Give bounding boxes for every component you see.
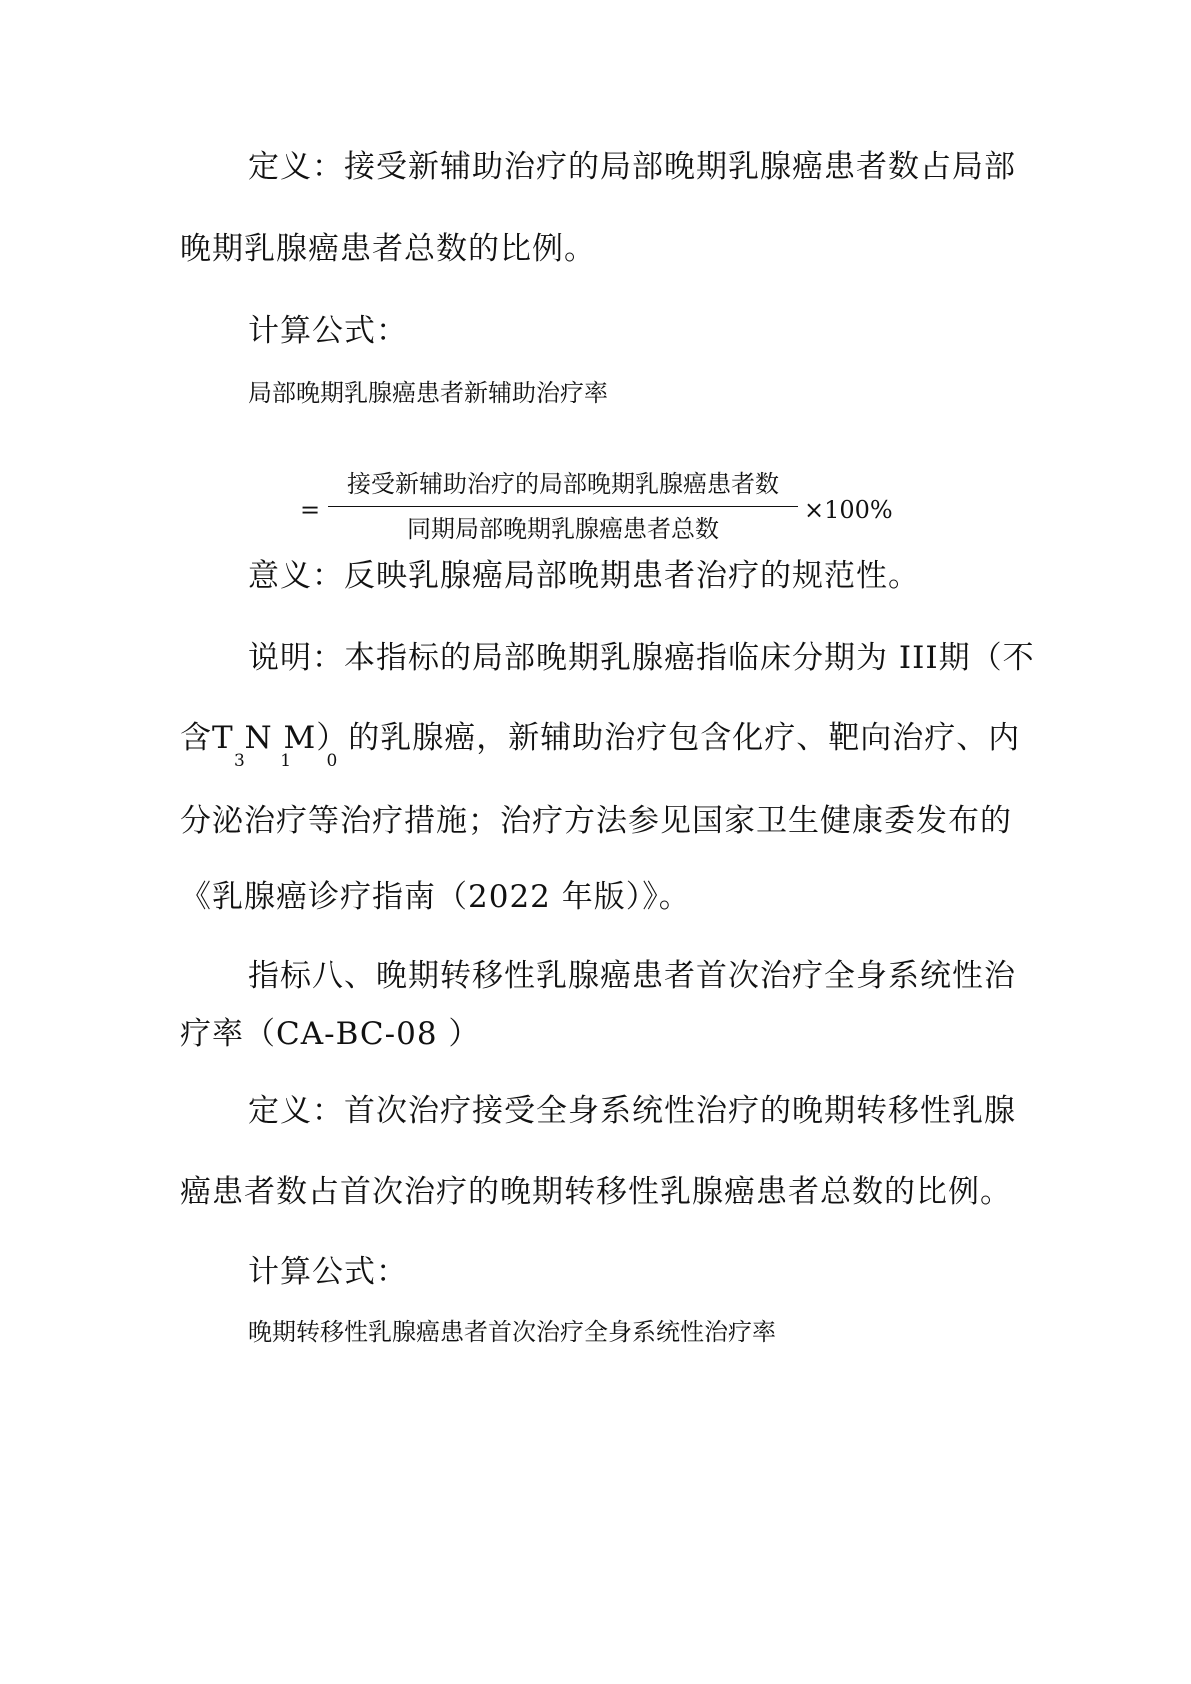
- tnm-subscripts: 3 1 0: [234, 751, 353, 771]
- note-line-2: [180, 718, 1021, 771]
- indicator-8-title-line-1: 指标八、晚期转移性乳腺癌患者首次治疗全身系统性治: [248, 958, 1016, 994]
- definition-line-2: 晚期乳腺癌患者总数的比例。: [180, 231, 596, 267]
- formula-name: 局部晚期乳腺癌患者新辅助治疗率: [248, 379, 608, 407]
- note-prefix: 含: [180, 720, 212, 756]
- fraction-numerator: 接受新辅助治疗的局部晚期乳腺癌患者数: [347, 470, 779, 498]
- note-line-4: 《乳腺癌诊疗指南（2022 年版）》。: [180, 879, 691, 915]
- fraction: [328, 466, 798, 547]
- note-line-2-text: ）的乳腺癌，新辅助治疗包含化疗、靶向治疗、内: [316, 720, 1021, 756]
- indicator-8-title-line-2: 疗率（CA-BC-08 ）: [180, 1016, 481, 1052]
- definition-2-line-2: 癌患者数占首次治疗的晚期转移性乳腺癌患者总数的比例。: [180, 1174, 1012, 1210]
- meaning-line: 意义：反映乳腺癌局部晚期患者治疗的规范性。: [248, 558, 920, 594]
- fraction-denominator: 同期局部晚期乳腺癌患者总数: [407, 515, 719, 543]
- formula-heading: 计算公式：: [248, 313, 408, 349]
- fraction-bar: [328, 506, 798, 507]
- formula-block: [300, 466, 900, 556]
- definition-2-line-1: 定义：首次治疗接受全身系统性治疗的晚期转移性乳腺: [248, 1093, 1016, 1129]
- definition-line-1: 定义：接受新辅助治疗的局部晚期乳腺癌患者数占局部: [248, 149, 1016, 185]
- formula-2-name: 晚期转移性乳腺癌患者首次治疗全身系统性治疗率: [248, 1318, 776, 1346]
- formula-2-heading: 计算公式：: [248, 1254, 408, 1290]
- equals-sign: =: [300, 496, 321, 524]
- note-line-1: 说明：本指标的局部晚期乳腺癌指临床分期为 III期（不: [248, 640, 1035, 676]
- multiplier: ×100%: [804, 496, 893, 524]
- tnm-notation: [212, 718, 353, 771]
- tnm-letters: T N M: [212, 720, 317, 756]
- note-line-3: 分泌治疗等治疗措施；治疗方法参见国家卫生健康委发布的: [180, 803, 1012, 839]
